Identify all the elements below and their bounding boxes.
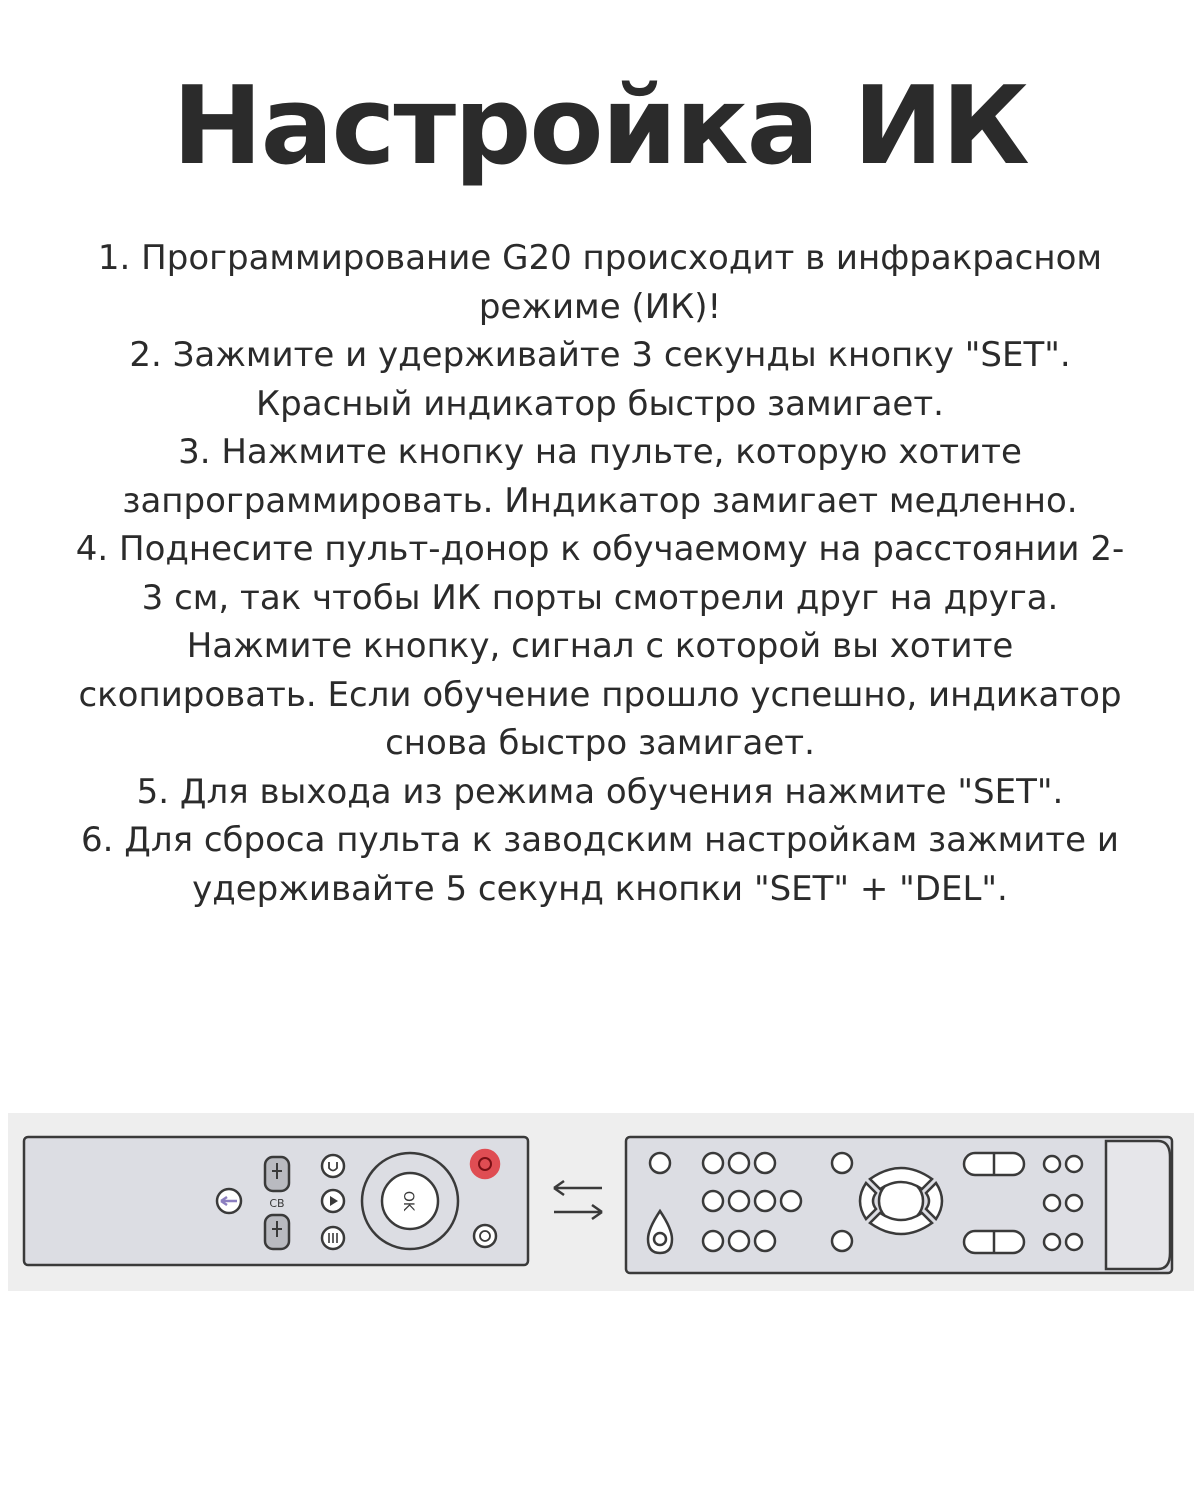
left-remote-icon xyxy=(24,1137,528,1265)
right-remote-icon xyxy=(626,1137,1172,1273)
ok-button-label: OK xyxy=(400,1190,416,1212)
instruction-step-5: 5. Для выхода из режима обучения нажмите "SET". xyxy=(136,771,1064,812)
instruction-step-6: 6. Для сброса пульта к заводским настройкам зажмите и удерживайте 5 секунд кнопки "SET" + "DEL". xyxy=(81,820,1119,909)
instruction-step-1: 1. Программирование G20 происходит в инфракрасном режиме (ИК)! xyxy=(97,238,1103,327)
page-title: Настройка ИК xyxy=(172,64,1028,189)
instruction-step-2: 2. Зажмите и удерживайте 3 секунды кнопку "SET". Красный индикатор быстро замигает. xyxy=(129,335,1071,424)
instruction-step-3: 3. Нажмите кнопку на пульте, которую хотите запрограммировать. Индикатор замигает медленно. xyxy=(122,432,1078,521)
svg-text:CB: CB xyxy=(269,1197,285,1210)
remotes-illustration xyxy=(8,1113,1194,1291)
instruction-list xyxy=(60,234,1140,913)
instruction-step-4: 4. Поднесите пульт-донор к обучаемому на расстоянии 2-3 см, так чтобы ИК порты смотрели друг на друга. Нажмите кнопку, сигнал с которой вы хотите скопировать. Если обучение прошло успешно, индикатор снова быстро замигает. xyxy=(75,529,1125,763)
